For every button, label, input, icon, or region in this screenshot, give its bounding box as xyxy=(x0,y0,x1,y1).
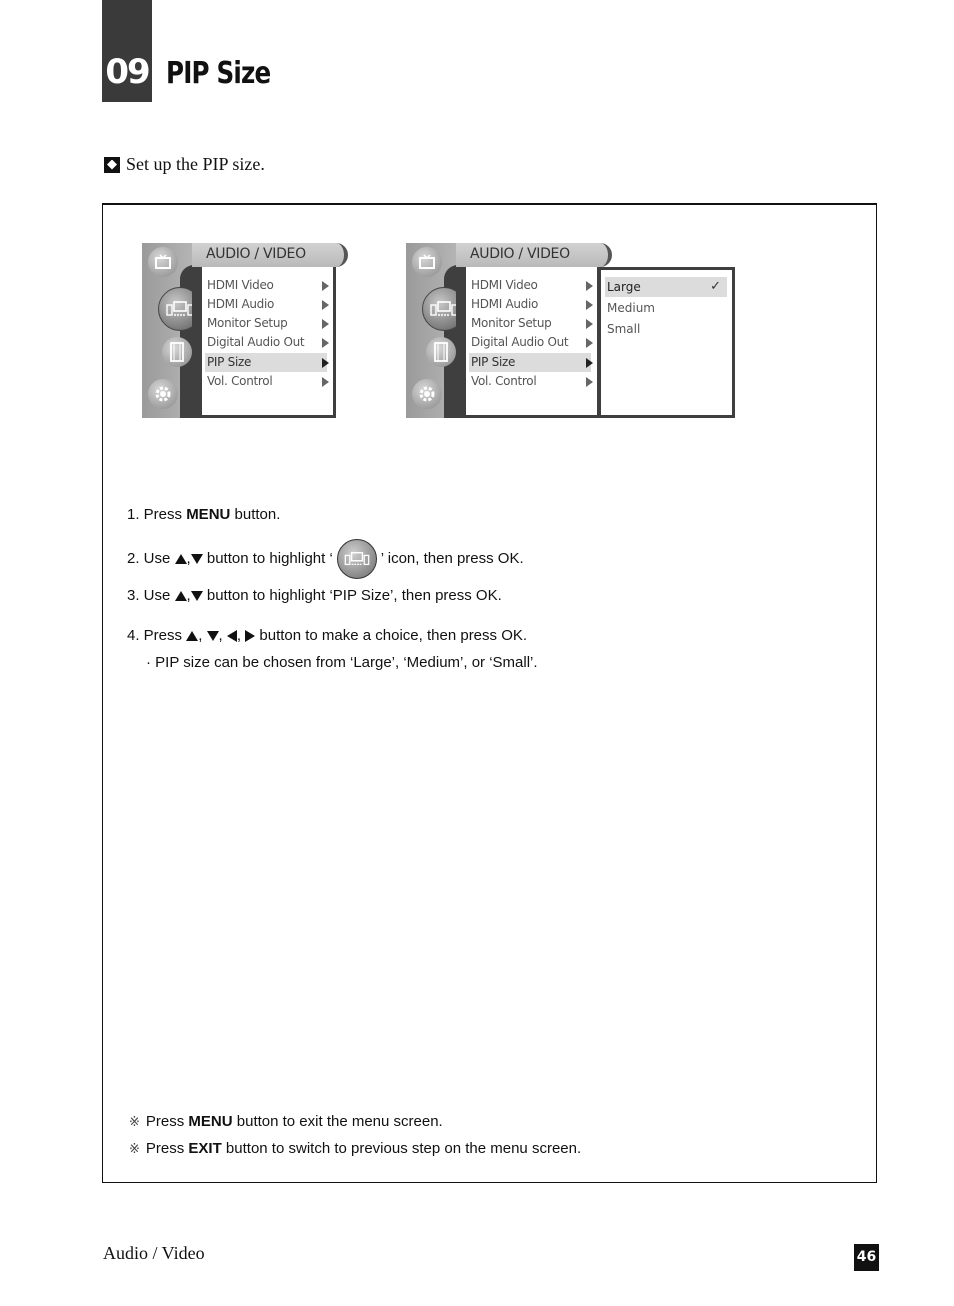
step-2: 2. Use , button to highlight ‘ ’ icon, then press OK. xyxy=(127,539,524,579)
page-title: PIP Size xyxy=(166,56,271,91)
arrow-right-icon xyxy=(322,300,329,310)
arrow-right-icon xyxy=(586,338,593,348)
arrow-right-icon xyxy=(322,377,329,387)
osd-menu-main xyxy=(142,243,350,418)
arrow-right-icon xyxy=(586,319,593,329)
osd-item-digital-audio-out[interactable]: Digital Audio Out xyxy=(469,333,591,352)
arrow-right-icon xyxy=(586,281,593,291)
arrow-left-icon xyxy=(227,630,237,642)
submenu-item-large[interactable]: Large ✓ xyxy=(605,277,727,297)
osd-item-hdmi-audio[interactable]: HDMI Audio xyxy=(469,295,591,314)
audio-video-icon xyxy=(337,539,377,579)
submenu-item-medium[interactable]: Medium xyxy=(607,301,655,315)
gear-icon xyxy=(412,379,442,409)
osd-item-hdmi-video[interactable]: HDMI Video xyxy=(205,276,327,295)
arrow-up-icon xyxy=(186,631,198,641)
exit-key-label: EXIT xyxy=(188,1140,222,1157)
osd-item-pip-size[interactable]: PIP Size xyxy=(469,353,591,372)
arrow-right-icon xyxy=(586,377,593,387)
arrow-right-icon xyxy=(245,630,255,642)
arrow-up-icon xyxy=(175,554,187,564)
tv-icon xyxy=(412,247,442,277)
osd-item-hdmi-audio[interactable]: HDMI Audio xyxy=(205,295,327,314)
arrow-down-icon xyxy=(191,591,203,601)
osd-header-label: AUDIO / VIDEO xyxy=(206,246,306,262)
note-mark-icon: ※ xyxy=(129,1115,140,1130)
submenu-item-small[interactable]: Small xyxy=(607,322,641,336)
intro-text: Set up the PIP size. xyxy=(126,154,265,174)
osd-item-monitor-setup[interactable]: Monitor Setup xyxy=(469,314,591,333)
osd-item-panel xyxy=(456,267,600,418)
arrow-down-icon xyxy=(191,554,203,564)
step-3: 3. Use , button to highlight ‘PIP Size’, then press OK. xyxy=(127,587,502,604)
osd-header xyxy=(456,243,612,267)
gear-icon xyxy=(148,379,178,409)
osd-item-panel xyxy=(192,267,336,418)
menu-key-label: MENU xyxy=(188,1113,233,1130)
osd-menu-submenu xyxy=(406,243,736,418)
arrow-right-icon xyxy=(322,338,329,348)
chapter-tab xyxy=(102,0,152,102)
arrow-up-icon xyxy=(175,591,187,601)
chapter-number: 09 xyxy=(105,52,149,92)
arrow-right-icon xyxy=(586,358,593,368)
osd-item-hdmi-video[interactable]: HDMI Video xyxy=(469,276,591,295)
arrow-right-icon xyxy=(586,300,593,310)
arrow-right-icon xyxy=(322,281,329,291)
intro-line xyxy=(104,154,265,175)
arrow-down-icon xyxy=(207,631,219,641)
note-exit-previous: ※ Press EXIT button to switch to previous step on the menu screen. xyxy=(129,1140,582,1157)
step-1: 1. Press MENU button. xyxy=(127,506,281,523)
osd-item-vol-control[interactable]: Vol. Control xyxy=(469,372,591,391)
osd-item-pip-size[interactable]: PIP Size xyxy=(205,353,327,372)
osd-item-digital-audio-out[interactable]: Digital Audio Out xyxy=(205,333,327,352)
page-number: 46 xyxy=(854,1244,879,1271)
film-icon xyxy=(162,337,192,367)
pip-size-submenu xyxy=(598,267,735,418)
note-menu-exit: ※ Press MENU button to exit the menu screen. xyxy=(129,1113,443,1130)
film-icon xyxy=(426,337,456,367)
step-4-detail: · PIP size can be chosen from ‘Large’, ‘Medium’, or ‘Small’. xyxy=(146,654,538,671)
footer-section: Audio / Video xyxy=(103,1243,205,1263)
checkmark-icon: ✓ xyxy=(710,279,721,294)
arrow-right-icon xyxy=(322,358,329,368)
step-4: 4. Press , , , button to make a choice, then press OK. xyxy=(127,627,528,644)
arrow-right-icon xyxy=(322,319,329,329)
diamond-bullet-icon xyxy=(104,157,120,173)
osd-header-label: AUDIO / VIDEO xyxy=(470,246,570,262)
tv-icon xyxy=(148,247,178,277)
osd-header xyxy=(192,243,348,267)
osd-item-monitor-setup[interactable]: Monitor Setup xyxy=(205,314,327,333)
menu-key-label: MENU xyxy=(186,506,231,523)
osd-item-vol-control[interactable]: Vol. Control xyxy=(205,372,327,391)
note-mark-icon: ※ xyxy=(129,1142,140,1157)
